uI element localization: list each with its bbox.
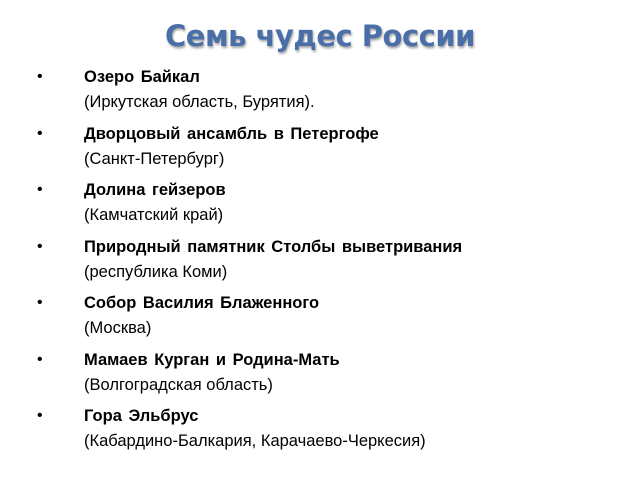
item-region: (Камчатский край) bbox=[84, 206, 224, 224]
bullet-icon: • bbox=[37, 124, 43, 142]
item-name: Мамаев Курган и Родина-Мать bbox=[84, 350, 340, 369]
list-item bbox=[0, 66, 640, 123]
item-region: (республика Коми) bbox=[84, 262, 228, 281]
item-region: (Волгоградская область) bbox=[84, 375, 273, 394]
bullet-icon: • bbox=[37, 294, 43, 311]
list-item bbox=[0, 349, 640, 406]
list-item bbox=[0, 405, 640, 462]
bullet-icon: • bbox=[37, 237, 43, 255]
item-name: Гора Эльбрус bbox=[84, 407, 199, 425]
list-item bbox=[0, 123, 640, 180]
item-name: Собор Василия Блаженного bbox=[84, 294, 320, 312]
item-name: Озеро Байкал bbox=[84, 68, 200, 86]
item-region: (Кабардино-Балкария, Карачаево-Черкесия) bbox=[84, 432, 426, 450]
list-item bbox=[0, 236, 640, 293]
list-item bbox=[0, 292, 640, 349]
bullet-icon: • bbox=[37, 407, 43, 424]
item-region: (Москва) bbox=[84, 319, 152, 337]
item-region: (Санкт-Петербург) bbox=[84, 149, 225, 168]
bullet-icon: • bbox=[37, 350, 43, 368]
wonders-list bbox=[0, 66, 640, 462]
item-name: Долина гейзеров bbox=[84, 181, 226, 199]
item-name: Дворцовый ансамбль в Петергофе bbox=[84, 124, 379, 143]
bullet-icon: • bbox=[37, 68, 43, 85]
item-region: (Иркутская область, Бурятия). bbox=[84, 93, 315, 111]
item-name: Природный памятник Столбы выветривания bbox=[84, 237, 463, 256]
slide-title: Семь чудес России bbox=[165, 19, 475, 53]
bullet-icon: • bbox=[37, 181, 43, 198]
list-item bbox=[0, 179, 640, 236]
